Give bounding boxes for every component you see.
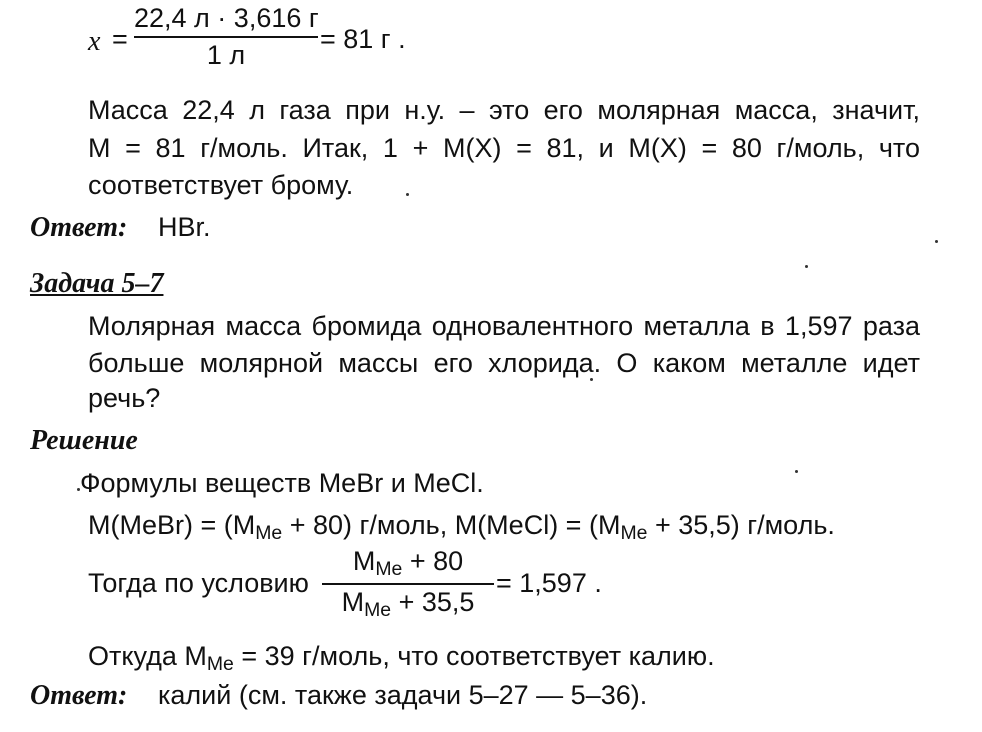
task-line: больше молярной массы его хлорида. О каком металле идет [88, 348, 920, 378]
fraction-result: = 1,597 . [496, 568, 602, 598]
scan-speck [77, 488, 80, 491]
scan-speck [805, 265, 808, 268]
paragraph-line: Масса 22,4 л газа при н.у. – это его молярная масса, значит, [88, 95, 920, 125]
task-line: речь? [88, 383, 161, 413]
solution-title: Решение [30, 425, 138, 456]
formula-denominator: 1 л [206, 40, 246, 70]
answer-value: калий (см. также задачи 5–27 — 5–36). [158, 680, 648, 710]
formula-numerator: 22,4 л · 3,616 г [134, 3, 319, 33]
solution-text: M(MeBr) = (M [88, 510, 256, 540]
fraction-bar [134, 36, 318, 38]
subscript: Me [620, 521, 648, 544]
subscript: Me [255, 521, 283, 544]
solution-text: + 35,5) г/моль. [647, 510, 835, 540]
solution-text: = 39 г/моль, что соответствует калию. [233, 641, 715, 671]
fraction-numerator: $M_{Me} + 80$ [352, 546, 464, 580]
fraction-bar [322, 583, 494, 585]
condition-fraction [322, 546, 494, 622]
formula-equals: = [112, 24, 128, 54]
formula-fraction [134, 3, 318, 71]
solution-line [88, 510, 835, 545]
formula-variable: x [88, 26, 101, 57]
solution-condition-text: Тогда по условию [88, 568, 309, 598]
fraction-denominator: $M_{Me} + 35,5$ [341, 586, 475, 621]
formula-result: = 81 г . [320, 24, 406, 54]
scan-speck [795, 470, 798, 473]
solution-line: Формулы веществ MeBr и MeCl. [80, 468, 484, 498]
scan-speck [406, 193, 409, 196]
subscript: Me [206, 652, 234, 675]
answer-label: Ответ: [30, 680, 128, 711]
solution-line [88, 641, 715, 676]
answer-label: Ответ: [30, 212, 128, 243]
solution-text: Откуда M [88, 641, 207, 671]
task-line: Молярная масса бромида одновалентного металла в 1,597 раза [88, 311, 920, 341]
scan-speck [590, 378, 593, 381]
solution-text: + 80) г/моль, M(MeCl) = (M [282, 510, 621, 540]
paragraph-line: соответствует брому. [88, 170, 354, 200]
scan-speck [935, 240, 938, 243]
task-title: Задача 5–7 [30, 268, 164, 299]
paragraph-line: M = 81 г/моль. Итак, 1 + M(X) = 81, и M(X) = 80 г/моль, что [88, 133, 920, 163]
answer-value: HBr. [158, 212, 211, 242]
